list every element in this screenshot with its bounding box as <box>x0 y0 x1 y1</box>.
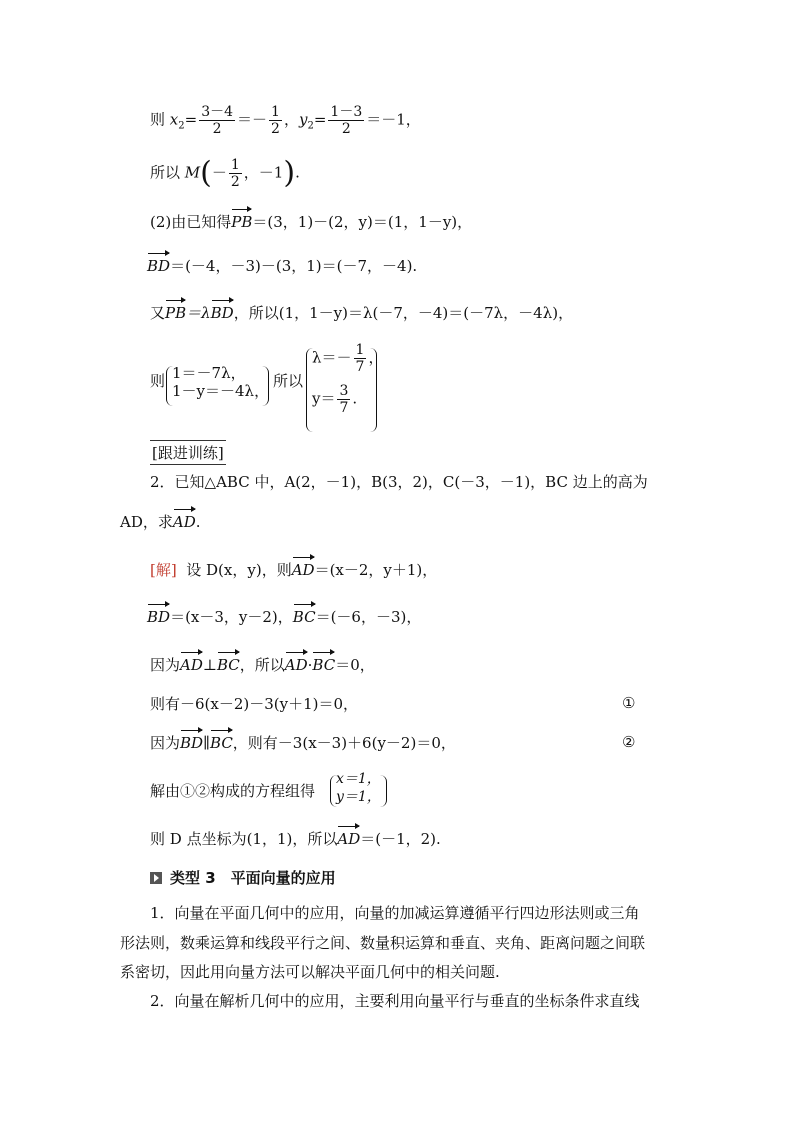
text: ＝(3，1)－(2，y)＝(1，1－y)， <box>252 213 473 231</box>
solution-line-6-prefix: 则 <box>150 372 166 390</box>
text: . <box>352 389 358 408</box>
text: ＝－1， <box>366 110 421 129</box>
text: 所以 <box>150 163 185 182</box>
numerator: 1 <box>271 104 280 120</box>
equation-mark-1: ① <box>622 694 636 712</box>
text: AD，求 <box>120 513 173 531</box>
text: － <box>211 163 227 182</box>
text: ＝0， <box>335 656 375 674</box>
fraction <box>337 383 350 416</box>
point-M: M <box>184 163 201 182</box>
parallel-symbol: ∥ <box>203 734 211 752</box>
denominator: 2 <box>230 174 240 190</box>
vector-BC: BC <box>292 608 316 626</box>
question-line-2 <box>120 512 201 532</box>
text: ＝(x－3，y－2)， <box>170 608 293 626</box>
text: 设 D(x，y)，则 <box>186 561 292 579</box>
vector-AD: AD <box>284 656 308 674</box>
solution-line-3 <box>150 212 472 232</box>
text: ＝(－6，－3)， <box>315 608 422 626</box>
denominator: 2 <box>212 121 222 137</box>
vector-BD: BD <box>147 608 171 626</box>
answer-line-3 <box>150 655 375 675</box>
text: ，则有－3(x－3)＋6(y－2)＝0， <box>232 734 456 752</box>
equation-mark-2: ② <box>622 733 636 751</box>
text: ＝(－4，－3)－(3，1)＝(－7，－4). <box>170 257 418 275</box>
fraction <box>328 104 364 137</box>
subscript: 2 <box>307 120 314 132</box>
denominator: 7 <box>339 400 349 416</box>
numerator: 3－4 <box>201 104 234 120</box>
fraction <box>354 342 367 375</box>
play-triangle-icon <box>150 872 162 884</box>
text: ＝(x－2，y＋1)， <box>314 561 438 579</box>
equals: = <box>184 110 198 129</box>
text: ＝λ <box>186 304 211 322</box>
brace-right <box>380 775 387 807</box>
vector-BC: BC <box>312 656 336 674</box>
paren-left: ( <box>200 155 212 191</box>
vector-PB: PB <box>165 304 187 322</box>
fraction <box>199 104 235 137</box>
vector-AD: AD <box>172 513 196 531</box>
vector-AD: AD <box>180 656 203 674</box>
text: λ＝－ <box>312 348 352 367</box>
text: 则 D 点坐标为(1，1)，所以 <box>150 830 338 848</box>
fraction <box>269 104 282 137</box>
text: (2)由已知得 <box>150 213 232 231</box>
text: 则 <box>150 110 170 129</box>
solution-line-2 <box>150 157 300 190</box>
denominator: 7 <box>355 359 365 375</box>
answer-line-6: 解由①②构成的方程组得 <box>150 782 316 800</box>
text: ， <box>368 348 384 367</box>
vector-BD: BD <box>147 257 171 275</box>
system-3 <box>336 770 381 806</box>
equals: ＝－ <box>237 110 268 129</box>
numerator: 1－3 <box>330 104 363 120</box>
numerator: 1 <box>355 342 365 358</box>
var-x: x <box>169 110 179 129</box>
text: . <box>195 513 201 531</box>
solution-line-4 <box>147 256 417 276</box>
vector-BC: BC <box>216 656 240 674</box>
question-line-1: 2．已知△ABC 中，A(2，－1)，B(3，2)，C(－3，－1)，BC 边上的高为 <box>150 473 648 491</box>
answer-line-7 <box>150 829 441 849</box>
text: ，所以 <box>239 656 285 674</box>
practice-label: [跟进训练] <box>150 440 226 465</box>
paragraph-1-line-1: 1．向量在平面几何中的应用，向量的加减运算遵循平行四边形法则或三角 <box>150 904 640 922</box>
vector-PB: PB <box>231 213 253 231</box>
equals: = <box>313 110 327 129</box>
text: ，所以(1，1－y)＝λ(－7，－4)＝(－7λ，－4λ)， <box>233 304 574 322</box>
numerator: 3 <box>339 383 349 399</box>
equation: y＝1， <box>336 789 381 805</box>
comma: ， <box>283 110 299 129</box>
brace-right <box>370 348 377 432</box>
vector-BC: BC <box>210 734 233 752</box>
equation: x＝1， <box>336 771 381 787</box>
var-y: y <box>298 110 308 129</box>
paragraph-2-line-1: 2．向量在解析几何中的应用，主要利用向量平行与垂直的坐标条件求直线 <box>150 992 640 1010</box>
denominator: 2 <box>271 121 280 137</box>
numerator: 1 <box>230 157 240 173</box>
vector-BD: BD <box>180 734 204 752</box>
brace-right <box>262 366 269 406</box>
dot-symbol: · <box>307 656 313 674</box>
vector-AD: AD <box>337 830 361 848</box>
solution-label: [解] <box>150 561 177 579</box>
denominator: 2 <box>341 121 351 137</box>
perp-symbol: ⊥ <box>202 656 217 674</box>
equation: 1－y＝－4λ， <box>172 382 270 400</box>
subscript: 2 <box>178 120 185 132</box>
solution-line-5 <box>150 303 573 323</box>
answer-line-5 <box>150 733 456 753</box>
equation: 1＝－7λ， <box>172 364 246 382</box>
paragraph-1-line-2: 形法则，数乘运算和线段平行之间、数量积运算和垂直、夹角、距离问题之间联 <box>120 934 646 952</box>
fraction <box>229 157 242 190</box>
solution-line-1 <box>150 104 421 137</box>
text: ，－1 <box>243 163 284 182</box>
text: y＝ <box>312 389 336 408</box>
text: 又 <box>150 304 166 322</box>
text: 所以 <box>273 372 304 390</box>
text: . <box>295 163 300 182</box>
vector-AD: AD <box>291 561 315 579</box>
answer-line-2 <box>147 607 421 627</box>
paragraph-1-line-3: 系密切，因此用向量方法可以解决平面几何中的相关问题. <box>120 963 500 981</box>
section-heading: 类型 3 平面向量的应用 <box>170 869 336 887</box>
system-1 <box>172 362 269 402</box>
answer-line-1 <box>150 560 437 580</box>
text: 因为 <box>150 734 181 752</box>
answer-line-4: 则有－6(x－2)－3(y＋1)＝0， <box>150 695 359 713</box>
paren-right: ) <box>283 155 296 191</box>
text: 因为 <box>150 656 181 674</box>
vector-BD: BD <box>210 304 234 322</box>
text: ＝(－1，2). <box>360 830 441 848</box>
